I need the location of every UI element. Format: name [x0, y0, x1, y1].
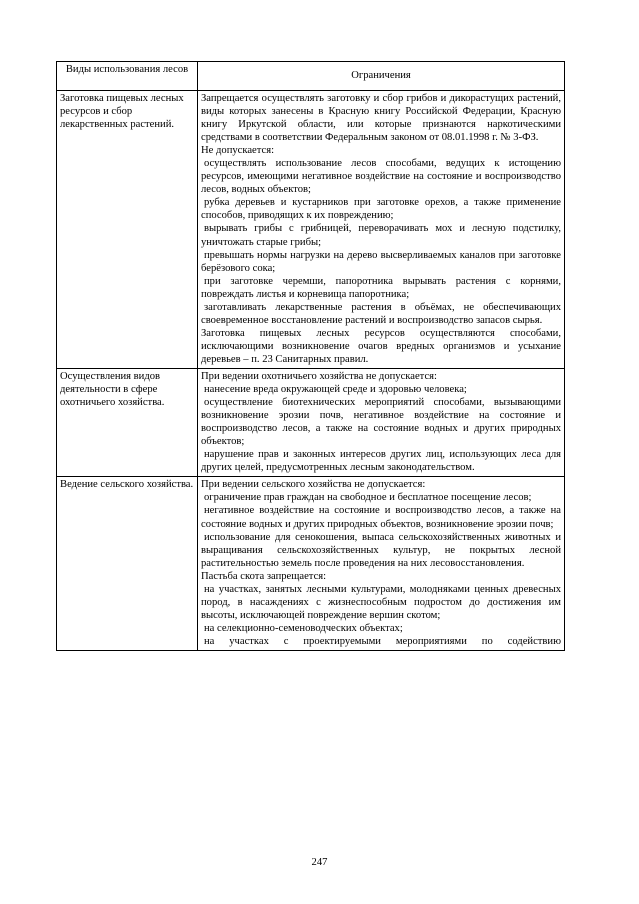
restriction-item: использование для сенокошения, выпаса сельскохозяйственных животных и выращивания сельскохозяйственных культур, не покрытых лесной растительностью земель после проведения на них лесовосстановления. — [201, 531, 561, 569]
restriction-item: при заготовке черемши, папоротника вырывать растения с корнями, повреждать листья и корневища папоротника; — [201, 275, 561, 300]
restriction-item: вырывать грибы с грибницей, переворачивать мох и лесную подстилку, уничтожать старые грибы; — [201, 223, 561, 248]
restrictions-table — [56, 61, 565, 651]
restriction-paragraph: Запрещается осуществлять заготовку и сбор грибов и дикорастущих растений, виды которых занесены в Красную книгу Российской Федерации, Красную книгу Иркутской области, или которые признаются наркотическими средствами в соответствии Федеральным законом от 08.01.1998 г. № 3-ФЗ. — [201, 93, 561, 144]
restriction-item: осуществлять использование лесов способами, ведущих к истощению ресурсов, имеющими негативное воздействие на состояние и воспроизводство лесов, водных объектов; — [201, 158, 561, 196]
table-header-row — [57, 62, 565, 91]
restrictions-cell — [198, 91, 565, 369]
header-restrictions: Ограничения — [198, 62, 565, 91]
restriction-item: заготавливать лекарственные растения в объёмах, не обеспечивающих своевременное восстановление растений и воспроизводство запасов сырья. — [201, 301, 561, 326]
restriction-item: негативное воздействие на состояние и воспроизводство лесов, а также на состояние водных и других природных объектов, возникновение эрозии почв; — [201, 505, 561, 530]
usage-type-cell: Осуществления видов деятельности в сфере охотничьего хозяйства. — [57, 368, 198, 476]
restriction-item: на участках, занятых лесными культурами, молодняками ценных древесных пород, в насаждениях с жизнеспособным подростом до достижения им высоты, исключающей повреждение вершин скотом; — [201, 583, 561, 621]
restrictions-cell — [198, 368, 565, 476]
table-row — [57, 477, 565, 651]
restriction-item: нанесение вреда окружающей среде и здоровью человека; — [204, 384, 467, 396]
header-usage-types: Виды использования лесов — [57, 62, 198, 91]
restriction-paragraph: Заготовка пищевых лесных ресурсов осуществляются способами, исключающими возникновение очагов вредных организмов и усыхание деревьев – п. 23 Санитарных правил. — [201, 327, 561, 365]
restriction-paragraph: При ведении сельского хозяйства не допускается: — [201, 479, 426, 491]
restriction-item: нарушение прав и законных интересов других лиц, использующих леса для других целей, предусмотренных лесным законодательством. — [201, 449, 561, 474]
restriction-item: превышать нормы нагрузки на дерево высверливаемых каналов при заготовке берёзового сока; — [201, 249, 561, 274]
restriction-paragraph: Пастьба скота запрещается: — [201, 570, 327, 582]
restriction-item: на селекционно-семеноводческих объектах; — [204, 622, 403, 634]
restriction-item: рубка деревьев и кустарников при заготовке орехов, а также применение способов, приводящих к их повреждению; — [201, 197, 561, 222]
usage-type-cell: Заготовка пищевых лесных ресурсов и сбор лекарственных растений. — [57, 91, 198, 369]
restriction-paragraph: Не допускается: — [201, 145, 275, 157]
page-number: 247 — [311, 857, 328, 868]
usage-type-cell: Ведение сельского хозяйства. — [57, 477, 198, 651]
restriction-item: ограничение прав граждан на свободное и бесплатное посещение лесов; — [204, 492, 532, 504]
table-row — [57, 91, 565, 369]
restriction-item: на участках с проектируемыми мероприятиями по содействию — [204, 635, 561, 647]
restriction-item: осуществление биотехнических мероприятий способами, вызывающими возникновение эрозии почв, негативное воздействие на состояние и воспроизводство лесов, а также на состояние водных и других природных объектов; — [201, 397, 561, 448]
restrictions-cell — [198, 477, 565, 651]
restriction-paragraph: При ведении охотничьего хозяйства не допускается: — [201, 370, 437, 382]
table-row — [57, 368, 565, 476]
